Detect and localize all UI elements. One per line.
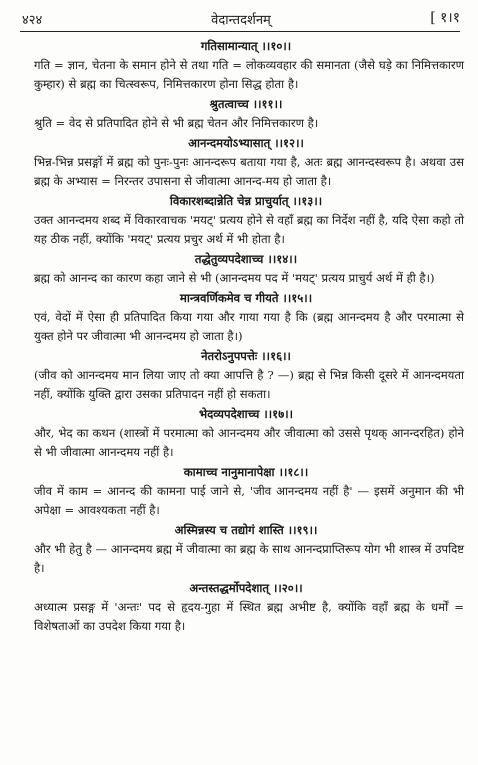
commentary-paragraph: और भी हेतु है — आनन्दमय ब्रह्म में जीवात्मा का ब्रह्म के साथ आनन्दप्राप्तिरूप योग भी शास्त्र में उपदिष्ट है। [34, 542, 464, 575]
sutra-heading: भेदव्यपदेशाच्च ।।१७।। [198, 407, 294, 421]
commentary-paragraph: उक्त आनन्दमय शब्द में विकारवाचक 'मयट्' प्रत्यय होने से वहाँ ब्रह्म का निर्देश नहीं है, यदि ऐसा कहो तो यह ठीक नहीं, क्योंकि 'मयट्' प्रत्यय प्रचुर अर्थ में भी होता है। [34, 213, 464, 246]
header-rule [20, 31, 460, 32]
sutra-heading: मान्त्रवर्णिकमेव च गीयते ।।१५।। [179, 291, 313, 305]
sutra-heading: गतिसामान्यात् ।।१०।। [200, 39, 292, 53]
commentary-paragraph: अध्यात्म प्रसङ्ग में 'अन्तः' पद से हृदय-गुहा में स्थित ब्रह्म अभीष्ट है, क्योंकि वहाँ ब्रह्म के धर्मों = विशेषताओं का उपदेश किया गया है। [34, 600, 464, 633]
commentary-paragraph: ब्रह्म को आनन्द का कारण कहा जाने से भी (आनन्दमय पद में 'मयट्' प्रत्यय प्राचुर्य अर्थ में ही है।) [34, 271, 435, 285]
sutra-heading: नेतरोऽनुपपत्तेः ।।१६।। [201, 349, 291, 363]
sutra-heading: विकारशब्दान्नेति चेन्न प्राचुर्यात् ।।१३।। [169, 194, 323, 208]
commentary-paragraph: और, भेद का कथन (शास्त्रों में परमात्मा को आनन्दमय और जीवात्मा को उससे पृथक् आनन्दरहित) होने से भी जीवात्मा आनन्दमय नहीं है। [34, 426, 464, 459]
commentary-paragraph: गति = ज्ञान, चेतना के समान होने से तथा गति = लोकव्यवहार की समानता (जैसे घड़े का निमित्तकारण कुम्हार) से ब्रह्म का चित्स्वरूप, निमित्तकारण होना सिद्ध होता है। [34, 58, 464, 91]
sutra-heading: अस्मिन्नस्य च तद्योगं शास्ति ।।१९।। [174, 523, 318, 537]
page-body [28, 36, 464, 636]
sutra-heading: अन्तस्तद्धर्मोपदेशात् ।।२०।। [189, 581, 303, 595]
sutra-heading: श्रुतत्वाच्च ।।११।। [209, 97, 283, 111]
sutra-heading: आनन्दमयोऽभ्यासात् ।।१२।। [188, 136, 304, 150]
commentary-paragraph: एवं, वेदों में ऐसा ही प्रतिपादित किया गया और गाया गया है कि (ब्रह्म आनन्दमय है और परमात्मा से युक्त होने पर जीवात्मा भी आनन्दमय हो जाता है।) [34, 310, 464, 343]
commentary-paragraph: श्रुति = वेद से प्रतिपादित होने से भी ब्रह्म चेतन और निमित्तकारण है। [34, 116, 319, 130]
commentary-paragraph: भिन्न-भिन्न प्रसङ्गों में ब्रह्म को पुनः-पुनः आनन्दरूप बताया गया है, अतः ब्रह्म आनन्दस्वरूप है। अथवा उस ब्रह्म के अभ्यास = निरन्तर उपासना से जीवात्मा आनन्द-मय हो जाता है। [34, 155, 464, 188]
page-number: ४२४ [22, 13, 43, 28]
page-header [22, 8, 460, 30]
running-title: वेदान्तदर्शनम् [211, 13, 271, 28]
section-marker: [ १।१ [430, 10, 460, 26]
commentary-paragraph: जीव में काम = आनन्द की कामना पाई जाने से, 'जीव आनन्दमय नहीं है' — इसमें अनुमान की भी अपेक्षा = आवश्यकता नहीं है। [34, 484, 464, 517]
commentary-paragraph: (जीव को आनन्दमय मान लिया जाए तो क्या आपत्ति है ? —) ब्रह्म से भिन्न किसी दूसरे में आनन्दमयता नहीं, क्योंकि युक्ति द्वारा उसका प्रतिपादन नहीं हो सकता। [34, 368, 464, 401]
sutra-heading: तद्धेतुव्यपदेशाच्च ।।१४।। [194, 252, 298, 266]
sutra-heading: कामाच्च नानुमानापेक्षा ।।१८।। [183, 465, 309, 479]
